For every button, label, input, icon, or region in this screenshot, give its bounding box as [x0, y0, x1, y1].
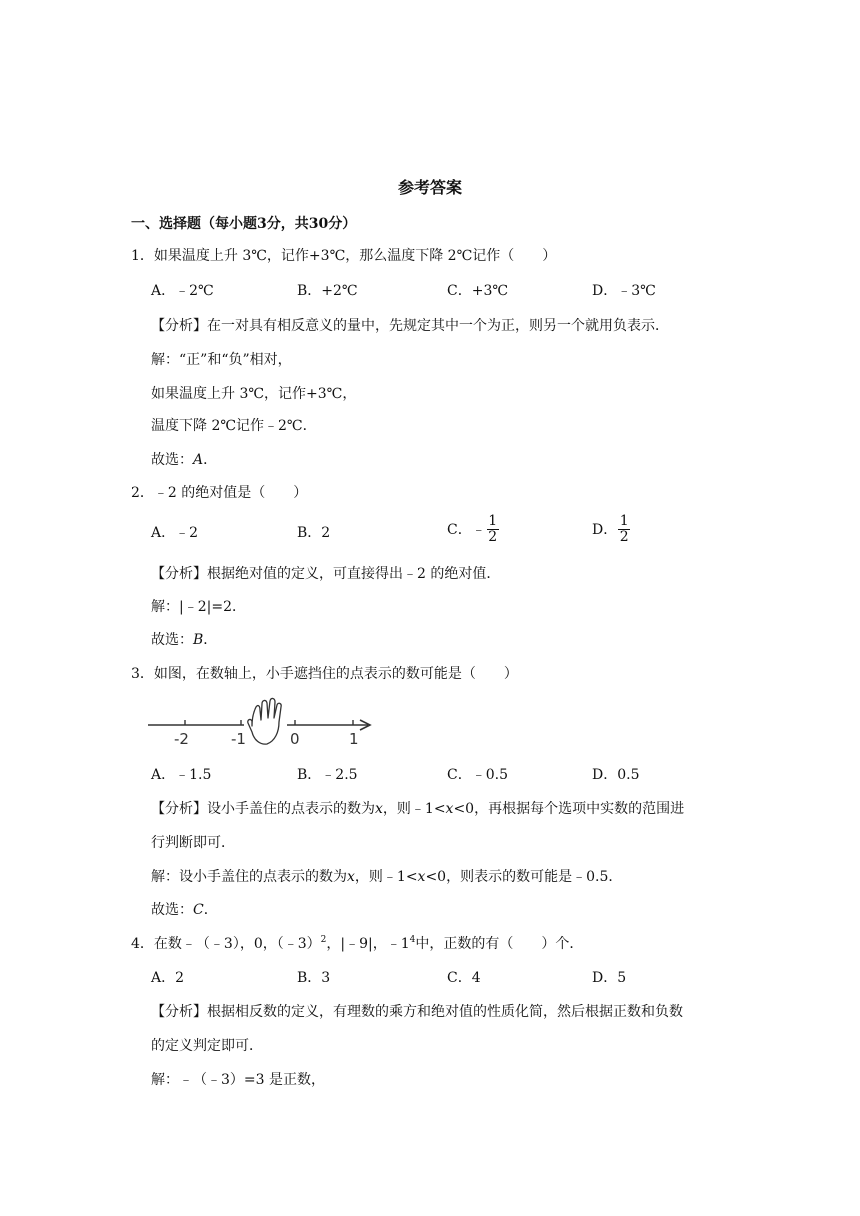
q4-analysis: 【分析】根据相反数的定义，有理数的乘方和绝对值的性质化简，然后根据正数和负数	[151, 1004, 683, 1020]
q1-solution-line-2: 如果温度上升 3℃，记作+3℃，	[151, 386, 357, 402]
q3-option-d: D．0.5	[592, 767, 640, 783]
q4-option-a: A．2	[151, 970, 185, 986]
q2-answer-letter: B	[193, 632, 204, 648]
q4-option-c: C．4	[447, 970, 481, 986]
q3-solution: 解：设小手盖住的点表示的数为x，则﹣1<x<0，则表示的数可能是﹣0.5．	[151, 869, 623, 885]
q2-option-a: A．﹣2	[151, 525, 199, 541]
q1-option-a: A．﹣2℃	[151, 283, 214, 299]
q2-option-c: C．﹣ $\frac{1}{2}$	[447, 513, 498, 545]
q3-option-b: B．﹣2.5	[297, 767, 358, 783]
q2-option-d-fraction: $\frac{1}{2}$	[619, 513, 629, 545]
hand-icon	[248, 698, 281, 744]
q2-answer: 故选：B．	[151, 632, 218, 648]
q3-analysis: 【分析】设小手盖住的点表示的数为x，则﹣1<x<0，再根据每个选项中实数的范围进	[151, 801, 685, 817]
q1-stem: 1．如果温度上升 3℃，记作+3℃，那么温度下降 2℃记作（ ）	[131, 248, 557, 264]
axis-label-neg2: -2	[174, 730, 189, 748]
q1-option-b: B．+2℃	[297, 283, 358, 299]
q3-answer-letter: C	[193, 902, 204, 918]
q4-option-b: B．3	[297, 970, 331, 986]
q2-option-d: D． $\frac{1}{2}$	[592, 513, 629, 545]
page-title: 参考答案	[397, 178, 462, 197]
q1-option-d: D．﹣3℃	[592, 283, 656, 299]
q4-stem: 4．在数﹣（﹣3），0，（﹣3）$^2$，|﹣9|，$﹣1^4$中，正数的有（ ）个．	[131, 935, 584, 952]
q1-answer-letter: A	[193, 452, 204, 468]
q2-analysis: 【分析】根据绝对值的定义，可直接得出﹣2 的绝对值．	[151, 566, 501, 582]
axis-label-1: 1	[349, 730, 359, 748]
section-heading: 一、选择题（每小题3分，共30分）	[131, 216, 357, 232]
axis-label-0: 0	[290, 730, 300, 748]
q3-option-c: C．﹣0.5	[447, 767, 508, 783]
q3-option-a: A．﹣1.5	[151, 767, 212, 783]
q3-analysis-line-2: 行判断即可．	[151, 835, 235, 851]
q2-option-b: B．2	[297, 525, 331, 541]
q4-solution: 解：﹣（﹣3）=3 是正数，	[151, 1072, 325, 1088]
q1-solution-line-3: 温度下降 2℃记作﹣2℃．	[151, 418, 317, 434]
q4-option-d: D．5	[592, 970, 627, 986]
axis-label-neg1: -1	[231, 730, 246, 748]
q2-solution: 解：|﹣2|=2．	[151, 599, 246, 615]
number-line-figure	[146, 696, 381, 748]
q4-analysis-line-2: 的定义判定即可．	[151, 1038, 263, 1054]
q1-analysis: 【分析】在一对具有相反意义的量中，先规定其中一个为正，则另一个就用负表示．	[151, 318, 669, 334]
q2-stem: 2．﹣2 的绝对值是（ ）	[131, 485, 308, 501]
q3-answer: 故选：C．	[151, 902, 218, 918]
q1-solution-line-1: 解：“正”和“负”相对，	[151, 352, 292, 368]
q1-option-c: C．+3℃	[447, 283, 509, 299]
q1-answer: 故选：A．	[151, 452, 218, 468]
q2-option-c-fraction: $\frac{1}{2}$	[488, 513, 498, 545]
q3-stem: 3．如图，在数轴上，小手遮挡住的点表示的数可能是（ ）	[131, 666, 518, 682]
